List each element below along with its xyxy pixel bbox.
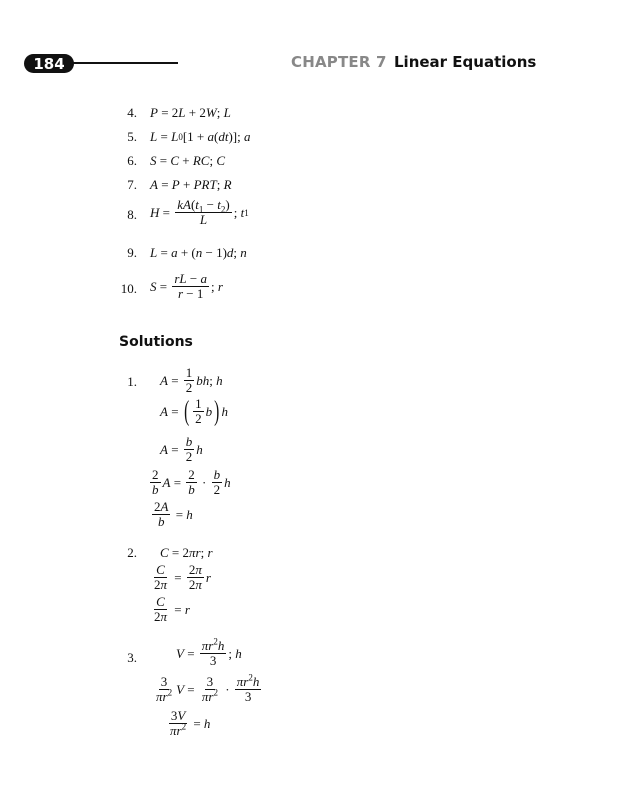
solutions-heading: Solutions bbox=[119, 334, 193, 350]
problem-equation: L = a + ( n − 1) d ; n bbox=[150, 245, 247, 260]
solution-step: $\frac{2}{b}$ A = $\frac{2}{b}$ · $\frac{b}{2}$ h bbox=[152, 467, 231, 498]
solution-number: 2. bbox=[127, 545, 137, 560]
solution-step: $\frac{C}{2\pi}$ = $\frac{2\pi}{2\pi}$ r bbox=[154, 562, 211, 593]
solution-step: A = $\frac{b}{2}$ h bbox=[160, 434, 203, 465]
problem-number: 9. bbox=[127, 245, 137, 260]
solution-step: $\frac{3V}{\pi r^2}$ = h bbox=[170, 708, 211, 739]
problem-equation: L = L 0 [1 + a ( dt )]; a bbox=[150, 129, 251, 144]
problem-number: 5. bbox=[127, 129, 137, 144]
solution-step: A = $\frac{1}{2}$ bh ; h bbox=[160, 365, 223, 396]
solution-step: $\frac{2A}{b}$ = h bbox=[154, 499, 193, 530]
header-rule bbox=[72, 62, 178, 64]
problem-number: 7. bbox=[127, 177, 137, 192]
solution-step: A = ( $\frac{1}{2}$ b ) h bbox=[160, 395, 228, 427]
solution-step: $\frac{C}{2\pi}$ = r bbox=[154, 594, 190, 625]
chapter-label: CHAPTER 7 bbox=[291, 53, 387, 71]
solution-step: C = 2 πr ; r bbox=[160, 545, 213, 560]
problem-number: 10. bbox=[120, 281, 137, 296]
problem-number: 6. bbox=[127, 153, 137, 168]
problem-equation: S = $\frac{rL - a}{r - 1}$ ; r bbox=[150, 271, 223, 302]
solution-step: V = $\frac{\pi r^2h}{3}$ ; h bbox=[176, 636, 242, 669]
solution-number: 1. bbox=[127, 374, 137, 389]
solution-number: 3. bbox=[127, 650, 137, 665]
problem-number: 4. bbox=[127, 105, 137, 120]
solution-step: $\frac{3}{\pi r^2}$ V = $\frac{3}{\pi r^2}$ · $\frac{\pi r^2h}{3}$ bbox=[156, 672, 260, 705]
chapter-title: Linear Equations bbox=[394, 53, 537, 71]
problem-equation: P = 2 L + 2 W ; L bbox=[150, 105, 231, 120]
problem-equation: S = C + RC ; C bbox=[150, 153, 226, 168]
problem-number: 8. bbox=[127, 207, 137, 222]
problem-equation: A = P + PRT ; R bbox=[150, 177, 232, 192]
page-number-badge: 184 bbox=[24, 54, 74, 73]
problem-equation: H = $\frac{kA(t_1 - t_2)}{L}$ ; t 1 bbox=[150, 197, 249, 228]
